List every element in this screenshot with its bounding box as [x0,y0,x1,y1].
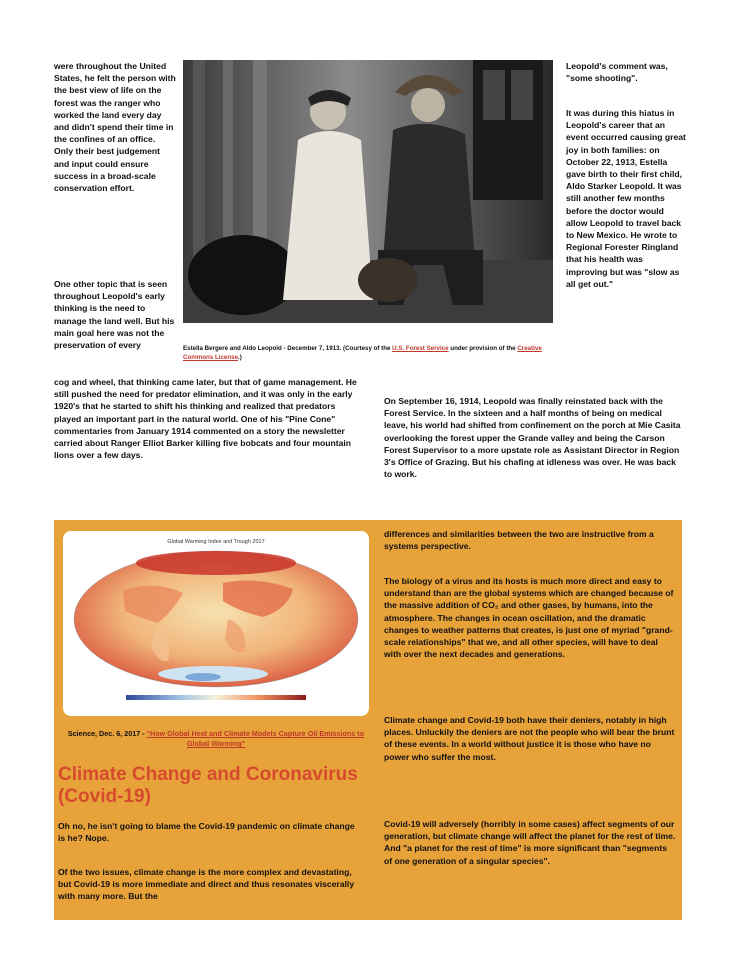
orange-right-paragraph-3: Climate change and Covid-19 both have their deniers, notably in high places. Unluckily the deniers are not the people who will bear the brunt of these events. In a world without justice it is those who have no power who suffer the most. [384,715,675,762]
right-column-birth: It was during this hiatus in Leopold's career that an event occurred causing great joy in both families: on October 22, 1913, Estella gave birth to their first child, Aldo Starker Leopold. It was still another few months before the doctor would allow Leopold to travel back to New Mexico. He wrote to Regional Forester Ringland that his health was improving but was "slow as all get out." [566,108,686,289]
creative-commons-link[interactable]: Creative Commons License [183,345,542,362]
photo-caption-end: .) [238,354,242,362]
orange-left-paragraph-2: Of the two issues, climate change is the more complex and devastating, but Covid-19 is more immediate and direct and thus resonates viscerally with many more. But the [58,867,355,902]
forest-service-link[interactable]: U.S. Forest Service [392,345,449,353]
photo-caption-text: Estella Bergere and Aldo Leopold - December 7, 1913. (Courtesy of the [183,345,393,353]
left-column-intro: were throughout the United States, he felt the person with the best view of life on the forest was the ranger who worked the land every day and didn't spend their time in the confines of an office. Only their best judgement and input could ensure success in a broad-scale conservation effort. [54,61,176,194]
photo-estella-and-aldo [183,60,553,323]
leopold-photo [183,60,553,323]
left-wide-paragraph: cog and wheel, that thinking came later, but that of game management. He still pushed the need for predator elimination, and it was only in the early 1920's that he started to shift his thinking and realized that predators played an important part in the natural world. One of his "Pine Cone" commentaries from January 1914 commented on a story the newsletter carried about Ranger Elliot Barker killing five bobcats and four mountain lions over a few days. [54,377,357,461]
map-caption-prefix: Science, Dec. 6, 2017 - [67,729,147,739]
right-wide-paragraph: On September 16, 1914, Leopold was finally reinstated back with the Forest Service. In the sixteen and a half months of being on medical leave, his world had shifted from confinement on the porch at Mie Casita overlooking the forest upper the Grande valley and being the Carson Forest Supervisor to a more upstate role as Assistant Director in Region 3's Office of Grazing. But his chafing at idleness was over. He was back to work. [384,396,681,480]
photo-caption-mid: under provision of the [448,345,518,353]
left-column-game-management: One other topic that is seen throughout Leopold's early thinking is the need to manage the land well. But his main goal here was not the preservation of every [54,279,175,351]
section-heading: Climate Change and Coronavirus (Covid-19) [58,764,358,807]
right-column-comment: Leopold's comment was, "some shooting". [566,61,668,84]
global-warming-map [63,531,369,716]
orange-right-paragraph-2: The biology of a virus and its hosts is much more direct and easy to understand than are the global systems which are changed because of the massive addition of CO₂ and other gases, by humans, into the atmosphere. The changes in ocean oscillation, and the dramatic changes to weather patterns that creates, is just one of myriad "grand-scale relationships" that we, and all other species, will have to deal with over the next decades and generations. [384,576,674,660]
science-article-link[interactable]: "How Global Heat and Climate Models Capture Oil Emissions to Global Warming" [146,729,365,749]
orange-right-paragraph-4: Covid-19 will adversely (horribly in some cases) affect segments of our generation, but climate change will affect the planet for the rest of time. And "a planet for the rest of time" is more significant than "segments of one generation of a singular species". [384,819,676,866]
photo-caption [183,344,553,362]
orange-right-paragraph-1: differences and similarities between the two are instructive from a systems perspective. [384,529,654,552]
map-caption [60,729,372,749]
orange-left-paragraph-1: Oh no, he isn't going to blame the Covid-19 pandemic on climate change is he? Nope. [58,821,355,844]
map-title: Global Warming Index and Trough 2017 [167,539,265,545]
climate-map-card [63,531,369,716]
